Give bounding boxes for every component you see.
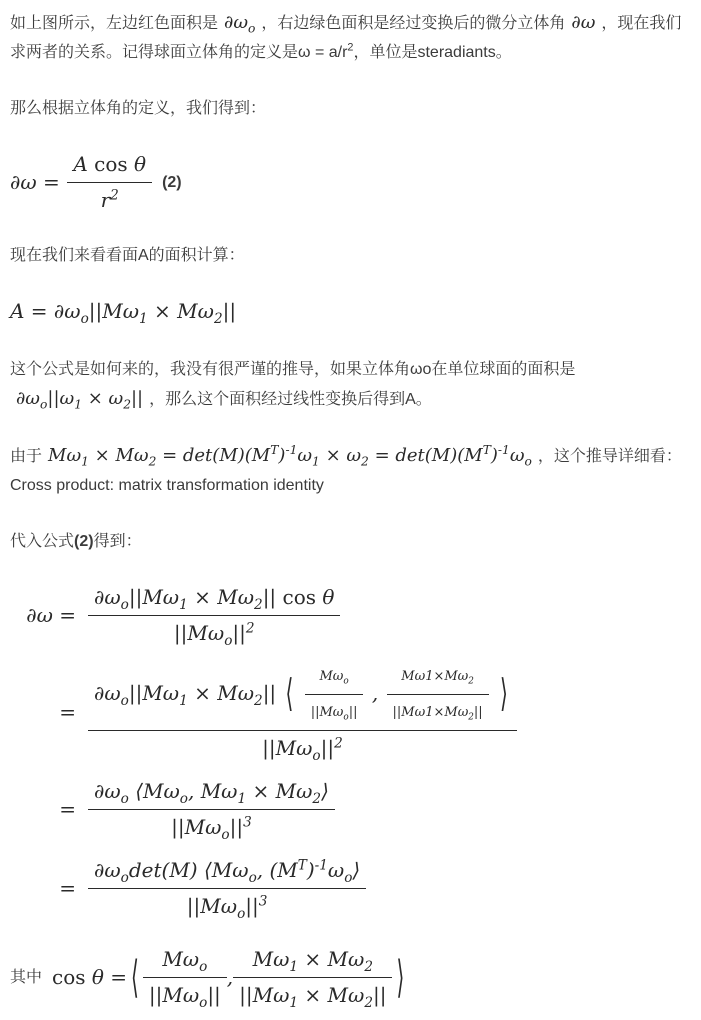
- equals-sign: =: [59, 876, 76, 900]
- paragraph-text: ，右边绿色面积是经过变换后的微分立体角: [261, 15, 566, 32]
- paragraph-text: 得到：: [93, 533, 142, 550]
- paragraph-text: 那么根据立体角的定义，我们得到：: [10, 100, 267, 117]
- fraction-numerator: A cos θ: [73, 152, 147, 176]
- paragraph-text: 其中: [10, 969, 43, 986]
- paragraph-text: 如上图所示，左边红色面积是: [10, 15, 219, 32]
- paragraph-text: 这个公式是如何来的，我没有很严谨的推导，如果立体角ωo在单位球面的面积是: [10, 361, 576, 378]
- fraction-numerator: $\partial\omega_o\det(M)$ $⟨M\omega_o$, $(M^T)^{-1}\omega_o⟩$: [94, 857, 361, 886]
- cos-theta-definition: [10, 945, 693, 1010]
- inner-fraction: [305, 662, 364, 727]
- reference-link[interactable]: Cross product: matrix transformation identity: [10, 477, 324, 494]
- paragraph-text: 由于: [10, 448, 43, 465]
- fraction-numerator: $\partial\omega_o||M\omega_1 \times M\omega_2||$ cos θ: [94, 585, 335, 613]
- equals-sign: =: [59, 700, 76, 724]
- fraction-numerator: [88, 662, 517, 730]
- derivation-line-2: [10, 662, 693, 763]
- equation-formula: $A = \partial\omega_o||M\omega_1 \times M\omega_2||$: [10, 299, 237, 327]
- right-angle-bracket: ⟩: [396, 950, 405, 1003]
- equals-sign: =: [59, 797, 76, 821]
- fraction-denominator: $||M\omega_1 \times M\omega_2||$: [233, 977, 392, 1010]
- fraction-denominator: $||M\omega_o||^2$: [88, 615, 340, 648]
- comma: ,: [226, 965, 234, 989]
- equation-number: (2): [162, 174, 182, 191]
- paragraph-area-lead: [10, 241, 693, 270]
- derivation-line-1: [10, 583, 693, 648]
- inner-fraction: [387, 662, 489, 727]
- left-angle-bracket: ⟨: [131, 950, 139, 1003]
- equation-lhs: ∂ω =: [10, 170, 60, 194]
- fraction-numerator: $M\omega_o$: [162, 947, 208, 975]
- fraction-denominator: $r^2$: [67, 182, 152, 215]
- fraction: [233, 945, 392, 1010]
- paragraph-text: 现在我们来看看面A的面积计算：: [10, 247, 245, 264]
- inline-math-domega-o: $\partial\omega_o$: [224, 12, 256, 36]
- fraction: [88, 662, 517, 763]
- fraction-denominator: $||M\omega_o||$: [143, 977, 227, 1010]
- fraction-numerator: $\partial\omega_o$ $⟨M\omega_o$, $M\omega_1$ × $M\omega_2⟩$: [94, 779, 329, 807]
- paragraph-text: ，那么这个面积经过线性变换后得到A。: [149, 391, 432, 408]
- paragraph-text: 代入公式: [10, 533, 75, 550]
- fraction-numerator: $M\omega 1\times M\omega_2$: [401, 669, 474, 687]
- numerator-prefix: $\partial\omega_o||M\omega_1 \times M\omega_2||$: [94, 681, 277, 709]
- fraction-numerator: $M\omega_1 \times M\omega_2$: [252, 947, 373, 975]
- fraction-denominator: $||M\omega 1\times M\omega_2||$: [387, 694, 489, 727]
- equation-lhs: ∂ω =: [26, 603, 76, 627]
- fraction: [88, 856, 366, 921]
- derivation-line-3: [10, 777, 693, 842]
- equation-2: [10, 150, 693, 215]
- inline-math-domega: ∂ω: [571, 12, 596, 33]
- paragraph-substitute: [10, 527, 693, 556]
- fraction-denominator: $||M\omega_o||^2$: [88, 730, 517, 763]
- equation-ref-bold: (2): [74, 533, 94, 550]
- paragraph-text: ，这个推导详细看：: [537, 448, 682, 465]
- fraction: [88, 583, 340, 648]
- paragraph-explanation: [10, 355, 693, 414]
- paragraph-intro: [10, 8, 693, 67]
- paragraph-definition-lead: [10, 94, 693, 123]
- fraction-denominator: $||M\omega_o||^3$: [88, 809, 335, 842]
- derivation-block: [10, 583, 693, 921]
- inline-math-unit-sphere-area: $\partial\omega_o||\omega_1 \times \omega_2||$: [16, 388, 144, 412]
- paragraph-text: ，现在我们求两者的关系。记得球面立体角的定义是$\omega = a/r^2$，单位是steradiants。: [10, 15, 682, 61]
- comma: ,: [371, 681, 379, 705]
- paragraph-cross-product: [10, 441, 693, 500]
- equation-area: [10, 297, 693, 327]
- fraction-denominator: $||M\omega_o||^3$: [88, 888, 366, 921]
- inline-math-cross-product-identity: $M\omega_1 \times M\omega_2 = \det(M)(M^T)^{-1}\omega_1 \times \omega_2 = \det(M)(M^T)^{-1}\omega_o$: [48, 443, 532, 469]
- right-angle-bracket: ⟩: [500, 669, 508, 716]
- derivation-line-4: [10, 856, 693, 921]
- fraction: [88, 777, 335, 842]
- fraction-denominator: $||M\omega_o||$: [305, 694, 364, 727]
- equation-lhs: cos θ =: [52, 965, 128, 989]
- left-angle-bracket: ⟨: [285, 669, 294, 716]
- fraction-numerator: $M\omega_o$: [319, 669, 349, 687]
- fraction: [67, 150, 152, 215]
- fraction: [143, 945, 227, 1010]
